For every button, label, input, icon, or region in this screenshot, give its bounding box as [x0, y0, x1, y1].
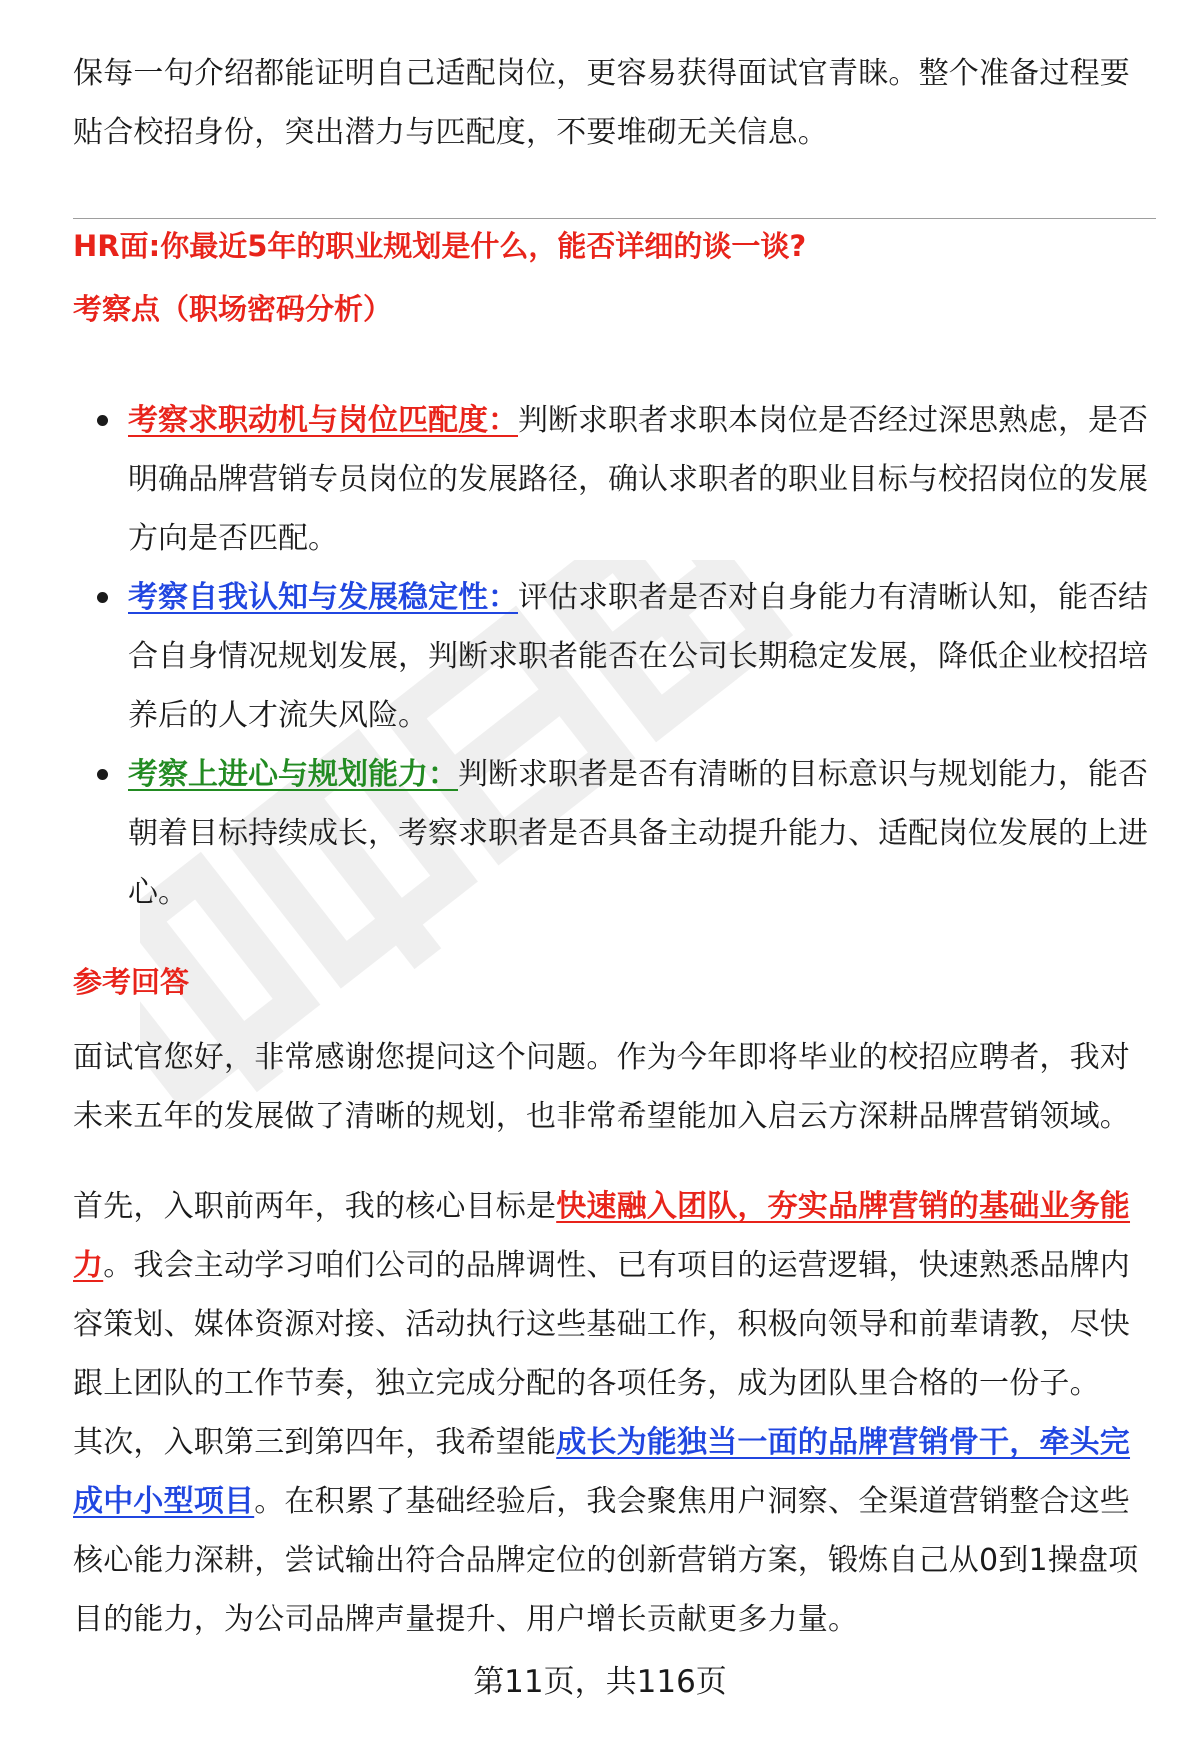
- answer-p1-after: 。我会主动学习咱们公司的品牌调性、已有项目的运营逻辑，快速熟悉品牌内容策划、媒体资源对接、活动执行这些基础工作，积极向领导和前辈请教，尽快跟上团队的工作节奏，独立完成分配的各项任务，成为团队里合格的一份子。: [73, 1248, 1131, 1401]
- answer-paragraph-2: [73, 1413, 1148, 1649]
- examine-point-text: 评估求职者是否对自身能力有清晰认知，能否结合自身情况规划发展，判断求职者能否在公司长期稳定发展，降低企业校招培养后的人才流失风险。: [128, 580, 1148, 733]
- examine-points-list: [73, 391, 1148, 922]
- examine-point-keyword: 考察自我认知与发展稳定性：: [128, 580, 518, 615]
- list-item: [73, 745, 1148, 922]
- answer-p2-before: 其次，入职第三到第四年，我希望能: [73, 1425, 557, 1460]
- answer-p2-after: 。在积累了基础经验后，我会聚焦用户洞察、全渠道营销整合这些核心能力深耕，尝试输出符合品牌定位的创新营销方案，锻炼自己从0到1操盘项目的能力，为公司品牌声量提升、用户增长贡献更多力量。: [73, 1484, 1139, 1637]
- section-divider: [73, 218, 1156, 219]
- list-item: [73, 568, 1148, 745]
- bullet-dot-icon: [97, 769, 108, 780]
- examine-heading: 考察点（职场密码分析）: [73, 292, 393, 326]
- answer-p1-before: 首先，入职前两年，我的核心目标是: [73, 1189, 557, 1224]
- answer-p1-highlight: 快速融入团队，夯实品牌营销的基础业务能力: [73, 1189, 1131, 1283]
- answer-intro: 面试官您好，非常感谢您提问这个问题。作为今年即将毕业的校招应聘者，我对未来五年的发展做了清晰的规划，也非常希望能加入启云方深耕品牌营销领域。: [73, 1040, 1130, 1134]
- examine-point-keyword: 考察求职动机与岗位匹配度：: [128, 403, 518, 438]
- examine-point-text: 判断求职者求职本岗位是否经过深思熟虑，是否明确品牌营销专员岗位的发展路径，确认求职者的职业目标与校招岗位的发展方向是否匹配。: [128, 403, 1148, 556]
- top-paragraph: 保每一句介绍都能证明自己适配岗位，更容易获得面试官青睐。整个准备过程要贴合校招身份，突出潜力与匹配度，不要堆砌无关信息。: [73, 56, 1130, 150]
- answer-paragraph-1: [73, 1177, 1148, 1413]
- page-number-footer: 第11页，共116页: [473, 1664, 727, 1700]
- bullet-dot-icon: [97, 592, 108, 603]
- answer-heading: 参考回答: [73, 965, 190, 999]
- examine-point-text: 判断求职者是否有清晰的目标意识与规划能力，能否朝着目标持续成长，考察求职者是否具备主动提升能力、适配岗位发展的上进心。: [128, 757, 1148, 910]
- answer-p2-highlight: 成长为能独当一面的品牌营销骨干，牵头完成中小型项目: [73, 1425, 1131, 1519]
- examine-point-keyword: 考察上进心与规划能力：: [128, 757, 458, 792]
- question-heading: HR面:你最近5年的职业规划是什么，能否详细的谈一谈?: [73, 229, 807, 263]
- list-item: [73, 391, 1148, 568]
- bullet-dot-icon: [97, 415, 108, 426]
